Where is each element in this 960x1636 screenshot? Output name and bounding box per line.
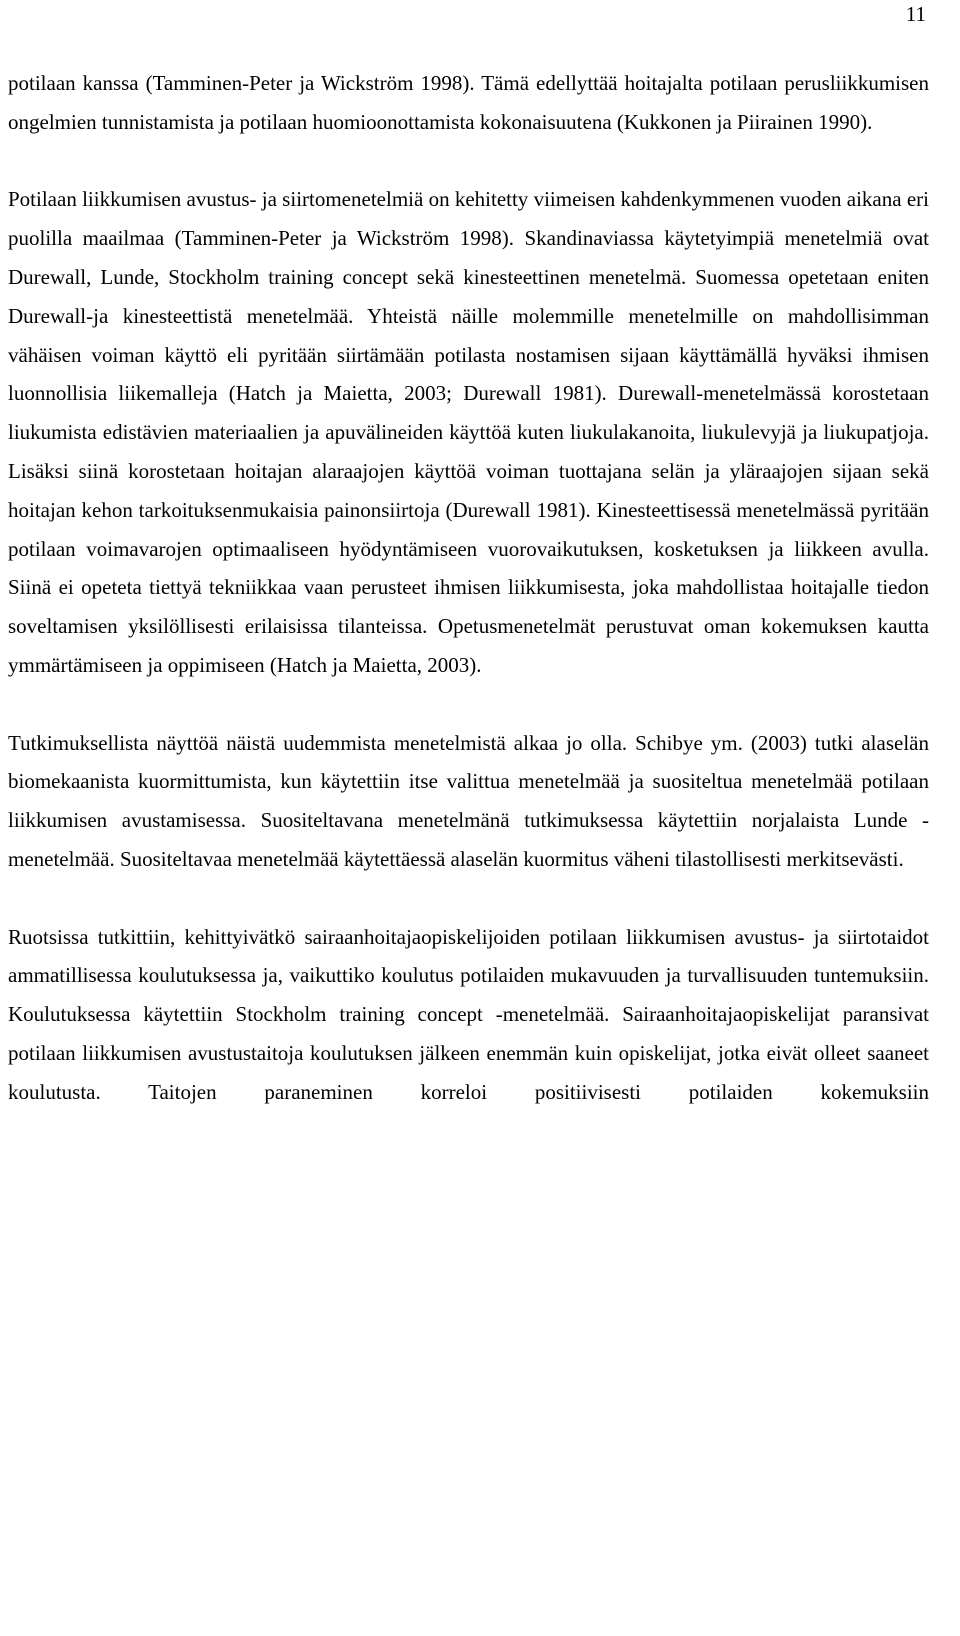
paragraph: Ruotsissa tutkittiin, kehittyivätkö sairaanhoitajaopiskelijoiden potilaan liikkumisen avustus- ja siirtotaidot ammatillisessa koulutuksessa ja, vaikuttiko koulutus potilaiden mukavuuden ja turvallisuuden tuntemuksiin. Koulutuksessa käytettiin Stockholm training concept -menetelmää. Sairaanhoitajaopiskelijat paransivat potilaan liikkumisen avustustaitoja koulutuksen jälkeen enemmän kuin opiskelijat, jotka eivät olleet saaneet koulutusta. Taitojen paraneminen korreloi positiivisesti potilaiden kokemuksiin xyxy=(8,924,929,1104)
page-number: 11 xyxy=(905,2,926,26)
paragraph: Potilaan liikkumisen avustus- ja siirtomenetelmiä on kehitetty viimeisen kahdenkymmenen vuoden aikana eri puolilla maailmaa (Tamminen-Peter ja Wickström 1998). Skandinaviassa käytetyimpiä menetelmiä ovat Durewall, Lunde, Stockholm training concept sekä kinesteettinen menetelmä. Suomessa opetetaan eniten Durewall-ja kinesteettistä menetelmää. Yhteistä näille molemmille menetelmille on mahdollisimman vähäisen voiman käyttö eli pyritään siirtämään potilasta nostamisen sijaan käyttämällä hyväksi ihmisen luonnollisia liikemalleja (Hatch ja Maietta, 2003; Durewall 1981). Durewall-menetelmässä korostetaan liukumista edistävien materiaalien ja apuvälineiden käyttöä kuten liukulakanoita, liukulevyjä ja liukupatjoja. Lisäksi siinä korostetaan hoitajan alaraajojen käyttöä voiman tuottajana selän ja yläraajojen sijaan sekä hoitajan kehon tarkoituksenmukaisia painonsiirtoja (Durewall 1981). Kinesteettisessä menetelmässä pyritään potilaan voimavarojen optimaaliseen hyödyntämiseen vuorovaikutuksen, kosketuksen ja liikkeen avulla. Siinä ei opeteta tiettyä tekniikkaa vaan perusteet ihmisen liikkumisesta, joka mahdollistaa hoitajalle tiedon soveltamisen yksilöllisesti erilaisissa tilanteissa. Opetusmenetelmät perustuvat oman kokemuksen kautta ymmärtämiseen ja oppimiseen (Hatch ja Maietta, 2003). xyxy=(8,187,929,677)
paragraph: potilaan kanssa (Tamminen-Peter ja Wickström 1998). Tämä edellyttää hoitajalta potilaan perusliikkumisen ongelmien tunnistamista ja potilaan huomioonottamista kokonaisuutena (Kukkonen ja Piirainen 1990). xyxy=(8,71,929,134)
body-text xyxy=(8,64,929,1112)
paragraph: Tutkimuksellista näyttöä näistä uudemmista menetelmistä alkaa jo olla. Schibye ym. (2003) tutki alaselän biomekaanista kuormittumista, kun käytettiin itse valittua menetelmää ja suositeltua menetelmää potilaan liikkumisen avustamisessa. Suositeltavana menetelmänä tutkimuksessa käytettiin norjalaista Lunde -menetelmää. Suositeltavaa menetelmää käytettäessä alaselän kuormitus väheni tilastollisesti merkitsevästi. xyxy=(8,730,929,871)
